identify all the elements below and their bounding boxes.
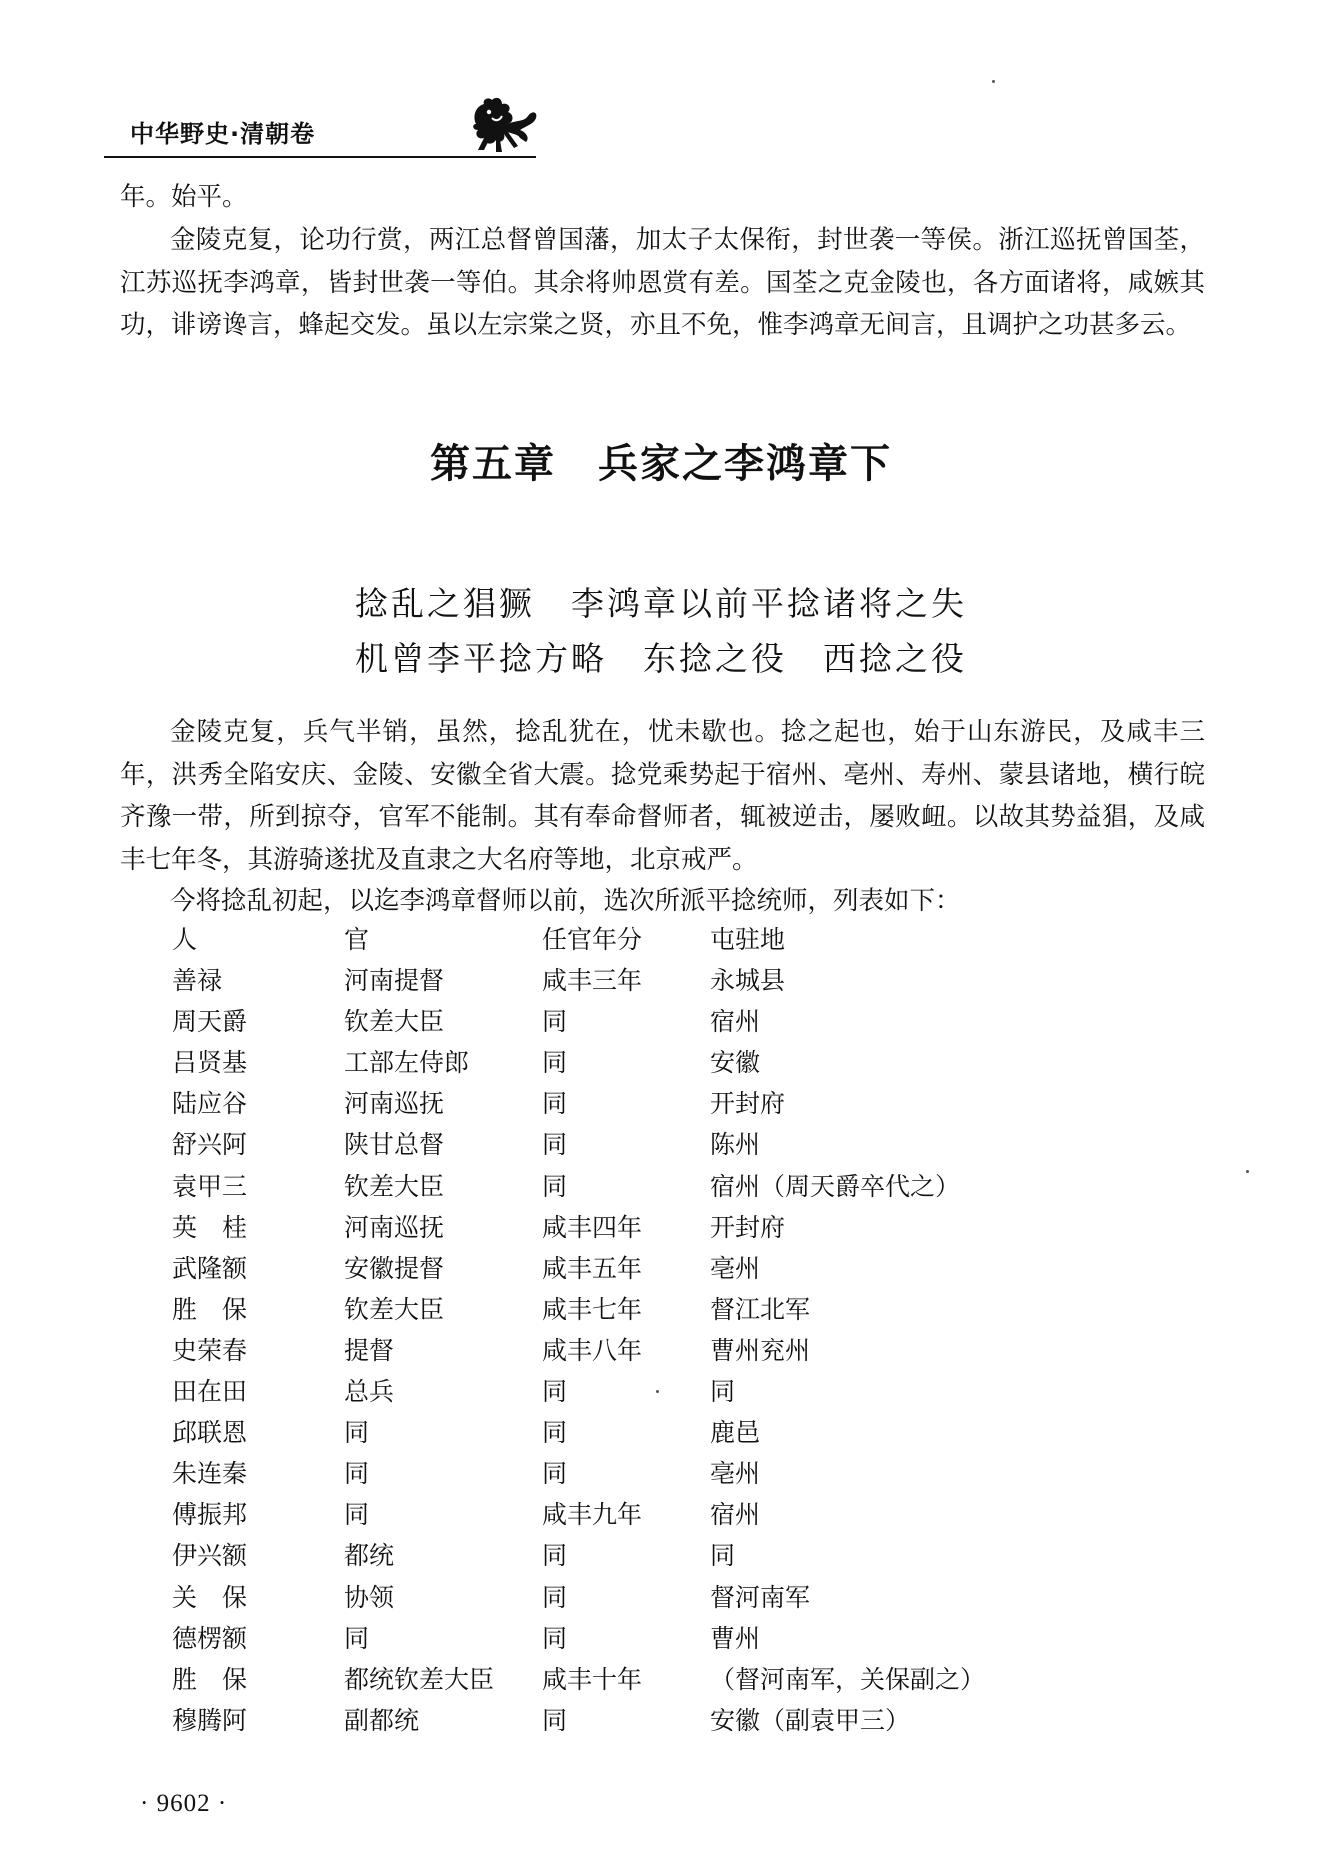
table-row	[0, 1043, 1322, 1084]
cell-year: 咸丰十年	[542, 1664, 643, 1694]
cell-year: 同	[542, 1007, 568, 1037]
cell-station: 督河南军	[710, 1582, 811, 1612]
table-row	[0, 1701, 1322, 1742]
cell-year: 同	[542, 1418, 568, 1448]
cell-person: 朱连秦	[172, 1459, 248, 1489]
cell-person: 袁甲三	[172, 1171, 248, 1201]
cell-year: 同	[542, 1705, 568, 1735]
chapter-summary-line-2: 机曾李平捻方略 东捻之役 西捻之役	[355, 639, 967, 678]
column-header-station: 屯驻地	[710, 925, 786, 954]
cell-station: 宿州	[710, 1500, 761, 1530]
cell-person: 周天爵	[172, 1007, 248, 1037]
cell-station: 亳州	[710, 1459, 761, 1489]
page-number: · 9602 ·	[140, 1790, 228, 1817]
table-row	[0, 1125, 1322, 1166]
cell-person: 德楞额	[172, 1623, 248, 1653]
cell-office: 钦差大臣	[344, 1171, 445, 1201]
table-row	[0, 1208, 1322, 1249]
cell-station: 督江北军	[710, 1294, 811, 1324]
table-row	[0, 1290, 1322, 1331]
cell-office: 工部左侍郎	[344, 1048, 470, 1078]
cell-year: 同	[542, 1048, 568, 1078]
table-row	[0, 1167, 1322, 1208]
cell-year: 咸丰九年	[542, 1500, 643, 1530]
cell-person: 胜 保	[172, 1294, 248, 1324]
cell-office: 提督	[344, 1335, 395, 1365]
cell-office: 都统钦差大臣	[344, 1664, 495, 1694]
cell-station: 永城县	[710, 966, 786, 996]
table-row	[0, 1536, 1322, 1577]
table-row	[0, 1619, 1322, 1660]
table-row	[0, 1084, 1322, 1125]
cell-person: 胜 保	[172, 1664, 248, 1694]
paragraph-table-intro: 今将捻乱初起，以迄李鸿章督师以前，选次所派平捻统师，列表如下：	[170, 886, 961, 916]
cell-year: 咸丰七年	[542, 1294, 643, 1324]
cell-year: 同	[542, 1089, 568, 1119]
cell-station: 开封府	[710, 1212, 786, 1242]
cell-station: 陈州	[710, 1130, 761, 1160]
cell-year: 咸丰八年	[542, 1335, 643, 1365]
cell-year: 咸丰五年	[542, 1253, 643, 1283]
cell-office: 协领	[344, 1582, 395, 1612]
table-row	[0, 1454, 1322, 1495]
print-speck	[656, 1390, 659, 1393]
cell-office: 同	[344, 1623, 370, 1653]
cell-station: 亳州	[710, 1253, 761, 1283]
cell-person: 吕贤基	[172, 1048, 248, 1078]
cell-office: 陕甘总督	[344, 1130, 445, 1160]
cell-person: 善禄	[172, 966, 223, 996]
column-header-year: 任官年分	[542, 925, 643, 954]
table-row	[0, 1413, 1322, 1454]
cell-year: 同	[542, 1171, 568, 1201]
cell-office: 都统	[344, 1541, 395, 1571]
cell-station: 宿州（周天爵卒代之）	[710, 1171, 961, 1201]
commanders-table	[0, 920, 1322, 1742]
table-row	[0, 1249, 1322, 1290]
table-row	[0, 1372, 1322, 1413]
cell-year: 同	[542, 1541, 568, 1571]
cell-person: 史荣春	[172, 1335, 248, 1365]
chapter-summary-line-1: 捻乱之猖獗 李鸿章以前平捻诸将之失	[355, 584, 967, 623]
column-header-office: 官	[344, 925, 370, 954]
cell-station: 鹿邑	[710, 1418, 761, 1448]
cell-office: 总兵	[344, 1377, 395, 1407]
cell-station: 开封府	[710, 1089, 786, 1119]
print-speck	[1246, 1170, 1249, 1173]
paragraph-nian-rebellion: 金陵克复，兵气半销，虽然，捻乱犹在，忧未歇也。捻之起也，始于山东游民，及咸丰三年，洪秀全陷安庆、金陵、安徽全省大震。捻党乘势起于宿州、亳州、寿州、蒙县诸地，横行皖齐豫一带，所到掠夺，官军不能制。其有奉命督师者，辄被逆击，屡败衄。以故其势益猖，及咸丰七年冬，其游骑遂扰及直隶之大名府等地，北京戒严。	[120, 717, 1205, 875]
table-row	[0, 961, 1322, 1002]
cell-person: 田在田	[172, 1377, 248, 1407]
table-row	[0, 1578, 1322, 1619]
paragraph-jinling-reward: 金陵克复，论功行赏，两江总督曾国藩，加太子太保衔，封世袭一等侯。浙江巡抚曾国荃，江苏巡抚李鸿章，皆封世袭一等伯。其余将帅恩赏有差。国荃之克金陵也，各方面诸将，咸嫉其功，诽谤谗言，蜂起交发。虽以左宗棠之贤，亦且不免，惟李鸿章无间言，且调护之功甚多云。	[120, 225, 1205, 340]
continued-paragraph: 年。始平。	[120, 182, 248, 212]
cell-station: 宿州	[710, 1007, 761, 1037]
cell-office: 安徽提督	[344, 1253, 445, 1283]
cell-station: 同	[710, 1377, 736, 1407]
cell-office: 河南巡抚	[344, 1089, 445, 1119]
table-row	[0, 1660, 1322, 1701]
cell-station: 安徽	[710, 1048, 761, 1078]
cell-office: 同	[344, 1500, 370, 1530]
chapter-title: 第五章 兵家之李鸿章下	[430, 441, 892, 487]
cell-office: 钦差大臣	[344, 1007, 445, 1037]
cell-person: 穆腾阿	[172, 1705, 248, 1735]
table-row	[0, 1002, 1322, 1043]
cell-year: 同	[542, 1130, 568, 1160]
table-row	[0, 1331, 1322, 1372]
dragon-emblem-icon	[462, 94, 540, 156]
cell-office: 河南巡抚	[344, 1212, 445, 1242]
cell-person: 武隆额	[172, 1253, 248, 1283]
cell-office: 河南提督	[344, 966, 445, 996]
cell-station: 同	[710, 1541, 736, 1571]
cell-person: 关 保	[172, 1582, 248, 1612]
cell-year: 同	[542, 1582, 568, 1612]
cell-station: 曹州	[710, 1623, 761, 1653]
cell-year: 同	[542, 1377, 568, 1407]
print-speck	[992, 80, 995, 83]
column-header-person: 人	[172, 925, 198, 954]
cell-office: 同	[344, 1418, 370, 1448]
cell-year: 同	[542, 1623, 568, 1653]
cell-person: 傅振邦	[172, 1500, 248, 1530]
cell-person: 舒兴阿	[172, 1130, 248, 1160]
cell-office: 同	[344, 1459, 370, 1489]
running-header	[104, 104, 536, 158]
table-header-row	[0, 920, 1322, 961]
book-title: 中华野史·清朝卷	[130, 120, 316, 148]
cell-station: （督河南军，关保副之）	[710, 1664, 986, 1694]
cell-year: 咸丰四年	[542, 1212, 643, 1242]
cell-person: 英 桂	[172, 1212, 248, 1242]
cell-year: 同	[542, 1459, 568, 1489]
cell-station: 曹州兖州	[710, 1335, 811, 1365]
cell-office: 钦差大臣	[344, 1294, 445, 1324]
cell-person: 陆应谷	[172, 1089, 248, 1119]
cell-station: 安徽（副袁甲三）	[710, 1705, 911, 1735]
cell-office: 副都统	[344, 1705, 420, 1735]
cell-person: 邱联恩	[172, 1418, 248, 1448]
table-row	[0, 1495, 1322, 1536]
cell-year: 咸丰三年	[542, 966, 643, 996]
cell-person: 伊兴额	[172, 1541, 248, 1571]
